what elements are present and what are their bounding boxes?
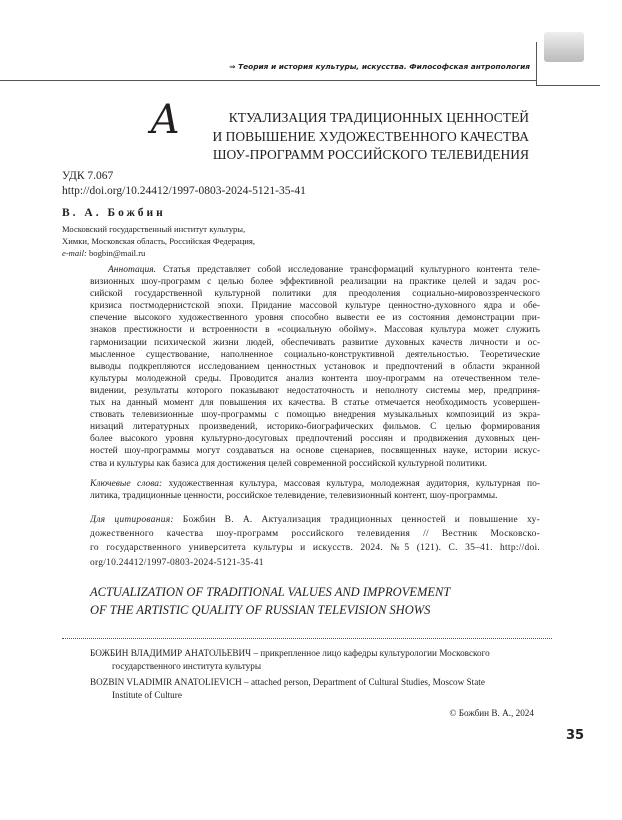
abstract-text: низаций литературных произведений, историко-биографических фильмов. С целью формирования — [90, 422, 540, 433]
abstract-text: ства и культуры как базиса для достижения целей современной российской культурной политики. — [90, 458, 488, 469]
citation-text: org/10.24412/1997-0803-2024-5121-35-41 — [90, 557, 264, 568]
abstract-text: кризиса постмодернистской эпохи. Придание массовой культуре ценностно-духовного ядра и обе- — [90, 301, 540, 312]
keywords-line — [90, 490, 540, 502]
english-title — [90, 583, 450, 619]
abstract-line — [90, 361, 540, 373]
citation-text: го государственного университета культуры и искусств. 2024. №5 (121). С. 35–41. http://doi. — [90, 543, 540, 554]
abstract-line — [90, 300, 540, 312]
bio-en — [90, 676, 534, 702]
section-title: Теория и история культуры, искусства. Философская антропология — [238, 62, 530, 71]
abstract-text: спечение высокого художественного уровня способно вывести ее из состояния демонстрации при- — [90, 313, 540, 324]
abstract — [90, 264, 540, 470]
citation-line — [90, 556, 540, 570]
citation-label: Для цитирования: — [90, 515, 174, 525]
title-line: И ПОВЫШЕНИЕ ХУДОЖЕСТВЕННОГО КАЧЕСТВА — [212, 128, 529, 144]
abstract-line — [90, 445, 540, 457]
abstract-line — [90, 409, 540, 421]
abstract-line — [90, 385, 540, 397]
email-label: e-mail: — [62, 248, 87, 258]
abstract-line — [90, 264, 540, 276]
citation — [90, 513, 540, 570]
abstract-text: визионных шоу-программ с целью более эффективной реализации на практике целей и задач рос- — [90, 277, 540, 288]
header-rule — [0, 80, 536, 81]
keywords-text: художественная культура, массовая культура, молодежная аудитория, культурная по- — [168, 479, 540, 489]
keywords-text: литика, традиционные ценности, российское телевидение, телевизионный контент, шоу-программы. — [90, 491, 498, 502]
column-capital-logo-icon — [544, 32, 584, 62]
abstract-text: знаков престижности и встроенности в «социальную обойму». Массовая культура может служить — [90, 325, 540, 336]
abstract-line — [90, 337, 540, 349]
bio-line: Institute of Culture — [112, 690, 182, 700]
abstract-text: более высокого уровня культурно-досуговых предпочтений россиян и продвижения духовных цен- — [90, 434, 540, 445]
udk: УДК 7.067 — [62, 170, 114, 182]
affiliation — [62, 223, 255, 259]
english-title-line: OF THE ARTISTIC QUALITY OF RUSSIAN TELEVISION SHOWS — [90, 603, 431, 617]
abstract-line — [90, 458, 540, 470]
abstract-text: ностей шоу-программы могут создаваться на основе сценариев, посвященных науке, истории искус- — [90, 446, 540, 457]
affiliation-line: Химки, Московская область, Российская Федерация, — [62, 236, 255, 246]
abstract-text: тых на данный момент для повышения их качества. В статье отмечается необходимость усовершен- — [90, 398, 540, 409]
abstract-line — [90, 373, 540, 385]
bio-line: BOZBIN VLADIMIR ANATOLIEVICH – attached person, Department of Cultural Studies, Moscow State — [90, 677, 485, 687]
abstract-text: видении, результаты которого показывают недостаточность и неполноту системы мер, предприня- — [90, 385, 540, 396]
citation-line — [90, 527, 540, 541]
keywords — [90, 478, 540, 502]
abstract-text: выводы подкрепляются исследованием ценностных установок и предпочтений в области экранной — [90, 361, 540, 372]
bio-ru — [90, 647, 534, 673]
dotted-divider — [62, 638, 552, 639]
abstract-line — [90, 421, 540, 433]
author-name: В. А. Божбин — [62, 207, 166, 219]
abstract-line — [90, 433, 540, 445]
arrow-icon: ⇒ — [229, 62, 236, 71]
abstract-line — [90, 324, 540, 336]
abstract-line — [90, 288, 540, 300]
title-initial: А — [150, 97, 181, 143]
running-header — [229, 62, 530, 71]
doi-link[interactable]: http://doi.org/10.24412/1997-0803-2024-5121-35-41 — [62, 185, 306, 197]
title-line: ШОУ-ПРОГРАММ РОССИЙСКОГО ТЕЛЕВИДЕНИЯ — [212, 147, 529, 162]
article-title — [212, 109, 529, 165]
bio-line: БОЖБИН ВЛАДИМИР АНАТОЛЬЕВИЧ – прикрепленное лицо кафедры культурологии Московского — [90, 648, 490, 658]
abstract-text: ствовать телевизионные шоу-программы с помощью внедрения музыкальных композиций из экра- — [90, 410, 540, 421]
citation-text: Божбин В. А. Актуализация традиционных ценностей и повышение ху- — [182, 515, 540, 525]
english-title-line: ACTUALIZATION OF TRADITIONAL VALUES AND IMPROVEMENT — [90, 585, 451, 599]
bio-line: государственного института культуры — [112, 661, 262, 671]
copyright: © Божбин В. А., 2024 — [449, 708, 534, 718]
keywords-line — [90, 478, 540, 490]
abstract-line — [90, 276, 540, 288]
abstract-line — [90, 397, 540, 409]
citation-text: дожественного качества шоу-программ российского телевидения // Вестник Московско- — [90, 529, 540, 540]
citation-line — [90, 541, 540, 555]
email-link[interactable]: bogbin@mail.ru — [88, 248, 146, 258]
title-line: КТУАЛИЗАЦИЯ ТРАДИЦИОННЫХ ЦЕННОСТЕЙ — [228, 110, 529, 125]
abstract-text: сийской государственной культурной политики для преодоления социально-мировоззренческого — [90, 289, 540, 300]
abstract-label: Аннотация. — [108, 265, 156, 275]
abstract-text: Статья представляет собой исследование трансформаций культурного контента теле- — [162, 265, 540, 275]
abstract-text: культуры молодежной среды. Проводится анализ контента шоу-программ на отечественном теле- — [90, 373, 540, 384]
affiliation-line: Московский государственный институт культуры, — [62, 224, 246, 234]
citation-line — [90, 513, 540, 527]
keywords-label: Ключевые слова: — [90, 479, 163, 489]
abstract-line — [90, 312, 540, 324]
abstract-text: мысленное существование, наполненное социально-конструктивной деятельностью. Теоретические — [90, 349, 540, 360]
abstract-line — [90, 349, 540, 361]
page-number: 35 — [566, 728, 585, 743]
abstract-text: гармонизации психической жизни людей, обеспечивать развитие духовных качеств личности и ос- — [90, 337, 540, 348]
